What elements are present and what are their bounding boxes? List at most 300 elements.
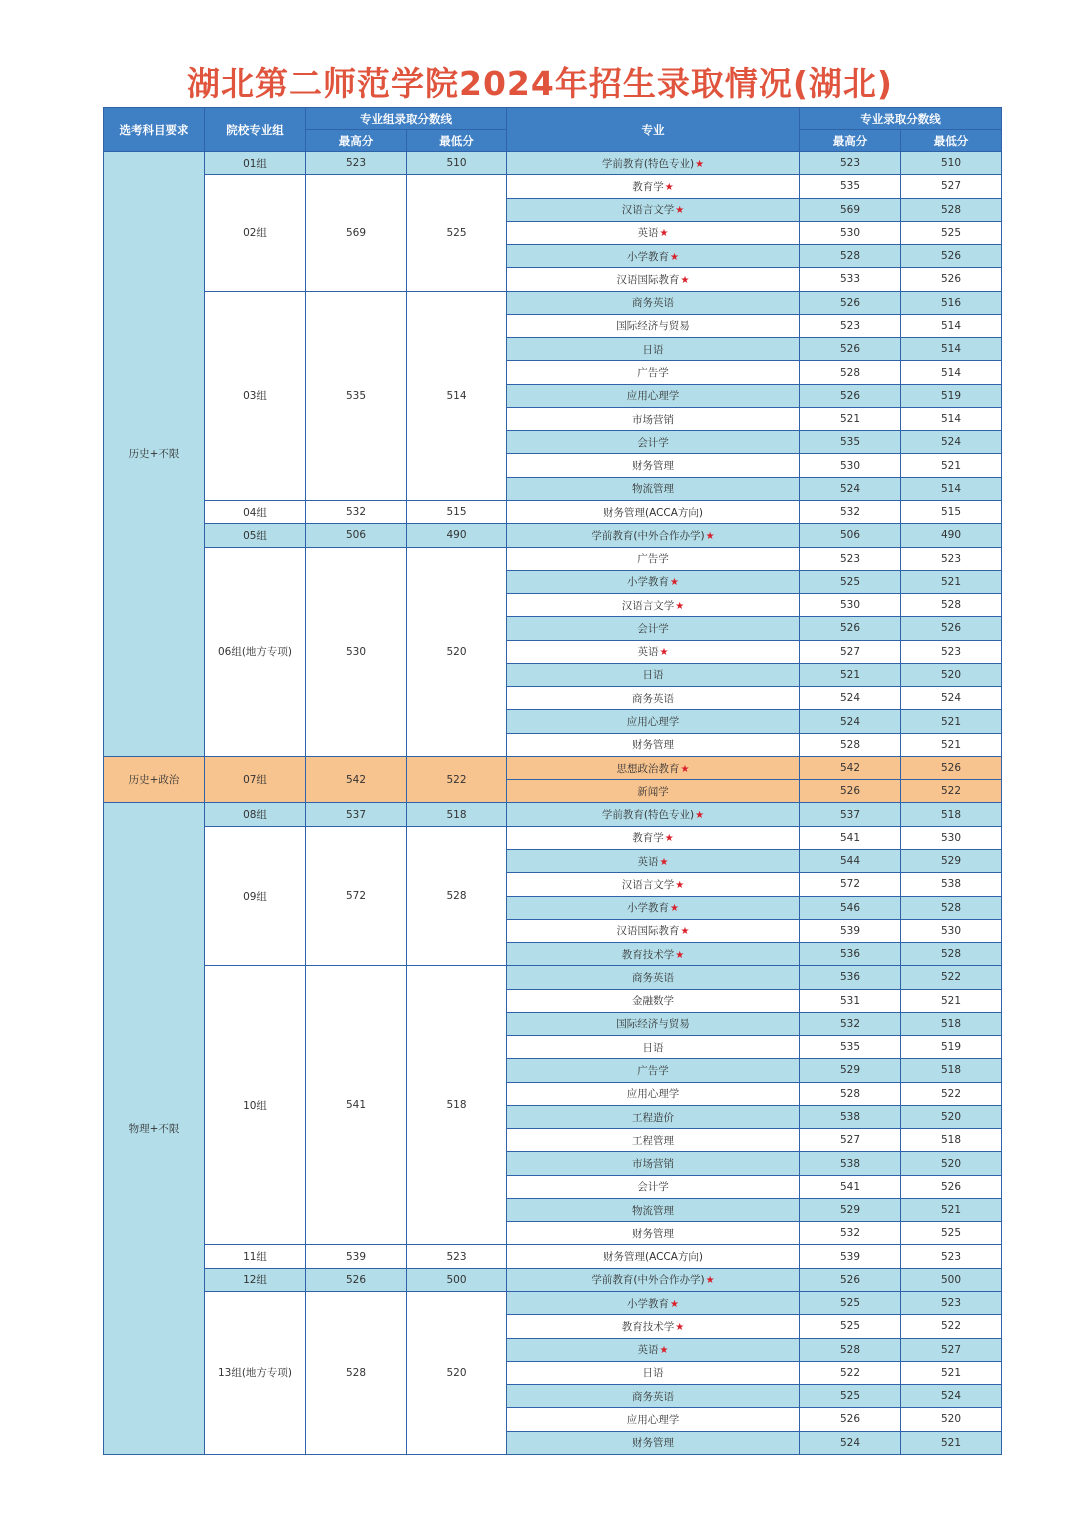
major-name-cell	[507, 314, 800, 337]
major-name-cell	[507, 780, 800, 803]
major-name: 教育技术学	[621, 948, 675, 961]
group-min-score: 514	[407, 291, 507, 500]
major-max-score: 523	[800, 314, 901, 337]
major-max-score: 525	[800, 1385, 901, 1408]
major-name: 商务英语	[632, 297, 674, 310]
major-max-score: 524	[800, 477, 901, 500]
major-name: 汉语国际教育	[616, 273, 680, 286]
major-name: 财务管理	[632, 739, 674, 752]
group-max-score: 539	[306, 1245, 407, 1268]
major-name: 应用心理学	[626, 1413, 680, 1426]
major-name: 教育技术学	[621, 1320, 675, 1333]
major-max-score: 528	[800, 1082, 901, 1105]
major-max-score: 526	[800, 1408, 901, 1431]
major-name-cell	[507, 1385, 800, 1408]
star-icon: ★	[705, 1275, 715, 1287]
major-min-score: 520	[901, 1105, 1002, 1128]
major-name-cell	[507, 245, 800, 268]
header-major: 专业	[507, 108, 800, 152]
major-name: 应用心理学	[626, 1088, 680, 1101]
major-name-cell	[507, 756, 800, 779]
major-min-score: 523	[901, 1245, 1002, 1268]
major-name-cell	[507, 175, 800, 198]
major-name: 小学教育	[627, 250, 670, 263]
major-name: 广告学	[637, 367, 669, 380]
major-min-score: 521	[901, 570, 1002, 593]
major-min-score: 514	[901, 477, 1002, 500]
major-name: 英语	[637, 227, 659, 240]
major-name-cell	[507, 943, 800, 966]
major-max-score: 544	[800, 849, 901, 872]
major-max-score: 525	[800, 570, 901, 593]
major-name: 学前教育(特色专业)	[601, 157, 695, 170]
major-max-score: 532	[800, 500, 901, 523]
star-icon: ★	[695, 810, 705, 822]
major-name: 应用心理学	[626, 716, 680, 728]
header-major-max: 最高分	[800, 130, 901, 152]
table-row	[104, 152, 1002, 175]
table-row	[104, 1245, 1002, 1268]
major-name-cell	[507, 1338, 800, 1361]
major-min-score: 526	[901, 756, 1002, 779]
header-group-scores: 专业组录取分数线	[306, 108, 507, 130]
subject-requirement-cell: 历史+不限	[104, 152, 205, 757]
major-min-score: 526	[901, 1175, 1002, 1198]
group-max-score: 537	[306, 803, 407, 826]
major-min-score: 516	[901, 291, 1002, 314]
group-min-score: 528	[407, 826, 507, 966]
group-max-score: 542	[306, 756, 407, 803]
major-min-score: 514	[901, 361, 1002, 384]
major-min-score: 524	[901, 431, 1002, 454]
major-name: 会计学	[637, 436, 669, 449]
major-name: 日语	[642, 669, 664, 682]
star-icon: ★	[659, 1345, 669, 1357]
major-name-cell	[507, 1268, 800, 1291]
table-row	[104, 524, 1002, 547]
major-max-score: 569	[800, 198, 901, 221]
major-name-cell	[507, 477, 800, 500]
major-max-score: 531	[800, 989, 901, 1012]
major-max-score: 521	[800, 407, 901, 430]
major-min-score: 514	[901, 407, 1002, 430]
major-min-score: 530	[901, 919, 1002, 942]
star-icon: ★	[675, 600, 685, 612]
star-icon: ★	[675, 879, 685, 891]
major-name: 财务管理	[632, 1437, 674, 1450]
major-name: 英语	[637, 646, 659, 659]
group-min-score: 523	[407, 1245, 507, 1268]
major-name: 英语	[637, 855, 659, 868]
major-min-score: 528	[901, 943, 1002, 966]
major-min-score: 522	[901, 1315, 1002, 1338]
major-name: 财务管理(ACCA方向)	[602, 1251, 704, 1264]
major-min-score: 523	[901, 547, 1002, 570]
major-name-cell	[507, 291, 800, 314]
major-name-cell	[507, 500, 800, 523]
major-min-score: 514	[901, 338, 1002, 361]
major-min-score: 521	[901, 989, 1002, 1012]
major-name: 汉语言文学	[621, 878, 675, 891]
major-min-score: 521	[901, 1431, 1002, 1454]
major-min-score: 518	[901, 1059, 1002, 1082]
header-group: 院校专业组	[205, 108, 306, 152]
star-icon: ★	[675, 949, 685, 961]
major-name-cell	[507, 1245, 800, 1268]
major-name-cell	[507, 594, 800, 617]
major-min-score: 514	[901, 314, 1002, 337]
major-max-score: 541	[800, 1175, 901, 1198]
major-max-score: 526	[800, 384, 901, 407]
group-name-cell: 07组	[205, 756, 306, 803]
major-min-score: 529	[901, 849, 1002, 872]
major-min-score: 526	[901, 617, 1002, 640]
major-name-cell	[507, 547, 800, 570]
major-name-cell	[507, 268, 800, 291]
table-body	[104, 152, 1002, 1455]
header-major-scores: 专业录取分数线	[800, 108, 1002, 130]
major-name-cell	[507, 1152, 800, 1175]
major-max-score: 537	[800, 803, 901, 826]
major-name-cell	[507, 966, 800, 989]
major-name: 物流管理	[632, 1204, 674, 1217]
major-name-cell	[507, 663, 800, 686]
major-min-score: 521	[901, 1361, 1002, 1384]
major-max-score: 526	[800, 291, 901, 314]
major-min-score: 490	[901, 524, 1002, 547]
major-max-score: 528	[800, 245, 901, 268]
major-max-score: 538	[800, 1105, 901, 1128]
major-name: 广告学	[637, 553, 669, 566]
major-min-score: 530	[901, 826, 1002, 849]
major-name: 汉语言文学	[621, 599, 675, 612]
group-min-score: 490	[407, 524, 507, 547]
group-min-score: 518	[407, 803, 507, 826]
major-name: 会计学	[637, 1181, 669, 1194]
star-icon: ★	[675, 1321, 685, 1333]
major-max-score: 529	[800, 1198, 901, 1221]
major-max-score: 536	[800, 966, 901, 989]
major-max-score: 572	[800, 873, 901, 896]
major-max-score: 526	[800, 1268, 901, 1291]
major-max-score: 536	[800, 943, 901, 966]
major-name-cell	[507, 919, 800, 942]
major-name: 小学教育	[627, 902, 670, 915]
group-name-cell: 04组	[205, 500, 306, 523]
major-name-cell	[507, 570, 800, 593]
major-name-cell	[507, 431, 800, 454]
major-min-score: 518	[901, 803, 1002, 826]
major-max-score: 522	[800, 1361, 901, 1384]
major-min-score: 519	[901, 1036, 1002, 1059]
major-min-score: 528	[901, 198, 1002, 221]
major-max-score: 546	[800, 896, 901, 919]
major-max-score: 535	[800, 175, 901, 198]
major-name-cell	[507, 221, 800, 244]
group-name-cell: 08组	[205, 803, 306, 826]
table-row	[104, 291, 1002, 314]
major-name-cell	[507, 849, 800, 872]
major-min-score: 524	[901, 1385, 1002, 1408]
major-max-score: 524	[800, 687, 901, 710]
major-name: 教育学	[632, 832, 664, 845]
major-name-cell	[507, 733, 800, 756]
star-icon: ★	[680, 926, 690, 938]
major-name-cell	[507, 1082, 800, 1105]
star-icon: ★	[680, 763, 690, 775]
header-group-min: 最低分	[407, 130, 507, 152]
group-name-cell: 09组	[205, 826, 306, 966]
major-min-score: 521	[901, 733, 1002, 756]
major-name-cell	[507, 1036, 800, 1059]
major-name-cell	[507, 407, 800, 430]
subject-requirement-cell: 历史+政治	[104, 756, 205, 803]
major-min-score: 526	[901, 245, 1002, 268]
major-min-score: 521	[901, 710, 1002, 733]
major-max-score: 525	[800, 1315, 901, 1338]
star-icon: ★	[659, 856, 669, 868]
subject-requirement-cell: 物理+不限	[104, 803, 205, 1454]
major-name: 财务管理(ACCA方向)	[602, 506, 704, 519]
major-max-score: 532	[800, 1012, 901, 1035]
major-name: 学前教育(中外合作办学)	[591, 529, 705, 542]
star-icon: ★	[695, 158, 705, 170]
table-row	[104, 966, 1002, 989]
star-icon: ★	[705, 530, 715, 542]
major-min-score: 528	[901, 896, 1002, 919]
major-max-score: 506	[800, 524, 901, 547]
group-min-score: 525	[407, 175, 507, 291]
major-name-cell	[507, 1059, 800, 1082]
major-max-score: 535	[800, 431, 901, 454]
major-name-cell	[507, 454, 800, 477]
major-max-score: 530	[800, 221, 901, 244]
major-name: 市场营销	[632, 1158, 674, 1171]
major-name: 小学教育	[627, 576, 670, 589]
major-min-score: 519	[901, 384, 1002, 407]
major-name: 物流管理	[632, 483, 674, 496]
major-name: 新闻学	[637, 785, 669, 798]
major-min-score: 518	[901, 1012, 1002, 1035]
star-icon: ★	[670, 903, 679, 915]
major-min-score: 526	[901, 268, 1002, 291]
major-max-score: 526	[800, 338, 901, 361]
major-name: 日语	[642, 343, 664, 356]
major-name-cell	[507, 1222, 800, 1245]
major-name: 学前教育(中外合作办学)	[591, 1274, 705, 1287]
major-max-score: 538	[800, 1152, 901, 1175]
major-name: 英语	[637, 1344, 659, 1357]
table-row	[104, 175, 1002, 198]
major-name-cell	[507, 1175, 800, 1198]
group-name-cell: 06组(地方专项)	[205, 547, 306, 756]
major-max-score: 521	[800, 663, 901, 686]
major-name-cell	[507, 1431, 800, 1454]
major-min-score: 515	[901, 500, 1002, 523]
major-name-cell	[507, 524, 800, 547]
major-name: 工程管理	[632, 1134, 674, 1147]
major-name-cell	[507, 826, 800, 849]
major-max-score: 541	[800, 826, 901, 849]
major-name-cell	[507, 361, 800, 384]
group-min-score: 520	[407, 1292, 507, 1455]
major-max-score: 528	[800, 361, 901, 384]
group-min-score: 500	[407, 1268, 507, 1291]
admission-table	[103, 107, 1002, 1455]
major-name-cell	[507, 1129, 800, 1152]
major-min-score: 520	[901, 1408, 1002, 1431]
major-name: 商务英语	[632, 692, 674, 705]
group-min-score: 522	[407, 756, 507, 803]
major-min-score: 525	[901, 1222, 1002, 1245]
major-max-score: 528	[800, 1338, 901, 1361]
major-min-score: 538	[901, 873, 1002, 896]
group-name-cell: 03组	[205, 291, 306, 500]
major-max-score: 526	[800, 780, 901, 803]
group-name-cell: 10组	[205, 966, 306, 1245]
star-icon: ★	[664, 181, 674, 193]
major-name-cell	[507, 1408, 800, 1431]
major-max-score: 527	[800, 640, 901, 663]
major-min-score: 520	[901, 1152, 1002, 1175]
major-max-score: 528	[800, 733, 901, 756]
major-name-cell	[507, 873, 800, 896]
major-name-cell	[507, 710, 800, 733]
major-name: 国际经济与贸易	[616, 1018, 690, 1031]
group-min-score: 510	[407, 152, 507, 175]
major-max-score: 539	[800, 1245, 901, 1268]
group-max-score: 523	[306, 152, 407, 175]
major-min-score: 524	[901, 687, 1002, 710]
major-max-score: 523	[800, 547, 901, 570]
star-icon: ★	[675, 205, 685, 217]
star-icon: ★	[659, 228, 669, 240]
major-max-score: 529	[800, 1059, 901, 1082]
major-max-score: 526	[800, 617, 901, 640]
table-row	[104, 500, 1002, 523]
major-name-cell	[507, 384, 800, 407]
star-icon: ★	[659, 647, 669, 659]
major-name: 教育学	[632, 180, 664, 193]
major-min-score: 528	[901, 594, 1002, 617]
group-max-score: 532	[306, 500, 407, 523]
major-min-score: 521	[901, 454, 1002, 477]
major-min-score: 510	[901, 152, 1002, 175]
major-name: 金融数学	[632, 995, 674, 1008]
major-name-cell	[507, 617, 800, 640]
major-name-cell	[507, 1012, 800, 1035]
table-row	[104, 1292, 1002, 1315]
major-name-cell	[507, 1315, 800, 1338]
major-name: 广告学	[637, 1064, 669, 1077]
table-row	[104, 1268, 1002, 1291]
star-icon: ★	[670, 577, 679, 589]
major-max-score: 539	[800, 919, 901, 942]
group-max-score: 569	[306, 175, 407, 291]
group-name-cell: 13组(地方专项)	[205, 1292, 306, 1455]
major-name: 汉语国际教育	[616, 925, 680, 938]
major-max-score: 530	[800, 454, 901, 477]
major-name: 财务管理	[632, 1227, 674, 1240]
major-name: 市场营销	[632, 413, 674, 426]
group-min-score: 518	[407, 966, 507, 1245]
group-min-score: 515	[407, 500, 507, 523]
group-max-score: 506	[306, 524, 407, 547]
major-name-cell	[507, 896, 800, 919]
major-max-score: 524	[800, 1431, 901, 1454]
major-min-score: 523	[901, 640, 1002, 663]
major-name: 日语	[642, 1041, 664, 1054]
major-max-score: 527	[800, 1129, 901, 1152]
major-max-score: 532	[800, 1222, 901, 1245]
table-row	[104, 803, 1002, 826]
group-min-score: 520	[407, 547, 507, 756]
group-name-cell: 11组	[205, 1245, 306, 1268]
table-row	[104, 547, 1002, 570]
major-max-score: 530	[800, 594, 901, 617]
major-name: 工程造价	[632, 1111, 674, 1124]
major-min-score: 525	[901, 221, 1002, 244]
major-max-score: 524	[800, 710, 901, 733]
group-max-score: 541	[306, 966, 407, 1245]
group-name-cell: 05组	[205, 524, 306, 547]
table-header	[104, 108, 1002, 152]
major-max-score: 535	[800, 1036, 901, 1059]
major-min-score: 521	[901, 1198, 1002, 1221]
major-min-score: 520	[901, 663, 1002, 686]
star-icon: ★	[664, 833, 674, 845]
major-min-score: 522	[901, 1082, 1002, 1105]
major-name-cell	[507, 1105, 800, 1128]
major-name-cell	[507, 1292, 800, 1315]
major-min-score: 500	[901, 1268, 1002, 1291]
major-name: 商务英语	[632, 1390, 674, 1403]
major-name: 财务管理	[632, 460, 674, 473]
major-min-score: 518	[901, 1129, 1002, 1152]
group-name-cell: 01组	[205, 152, 306, 175]
star-icon: ★	[670, 251, 679, 263]
major-name: 会计学	[637, 622, 669, 635]
table-row	[104, 756, 1002, 779]
group-max-score: 535	[306, 291, 407, 500]
major-name-cell	[507, 338, 800, 361]
major-name: 国际经济与贸易	[616, 320, 690, 333]
group-max-score: 528	[306, 1292, 407, 1455]
major-max-score: 533	[800, 268, 901, 291]
major-min-score: 527	[901, 175, 1002, 198]
major-name: 汉语言文学	[621, 204, 675, 217]
major-min-score: 522	[901, 780, 1002, 803]
major-max-score: 525	[800, 1292, 901, 1315]
page-title: 湖北第二师范学院2024年招生录取情况(湖北)	[186, 64, 893, 103]
group-max-score: 572	[306, 826, 407, 966]
major-name-cell	[507, 152, 800, 175]
star-icon: ★	[680, 274, 690, 286]
major-name-cell	[507, 803, 800, 826]
major-max-score: 523	[800, 152, 901, 175]
major-name-cell	[507, 198, 800, 221]
major-min-score: 527	[901, 1338, 1002, 1361]
major-name-cell	[507, 1361, 800, 1384]
major-name: 小学教育	[627, 1297, 670, 1310]
major-min-score: 522	[901, 966, 1002, 989]
major-max-score: 542	[800, 756, 901, 779]
group-max-score: 526	[306, 1268, 407, 1291]
group-name-cell: 02组	[205, 175, 306, 291]
major-name: 思想政治教育	[616, 762, 680, 775]
major-name: 应用心理学	[626, 390, 680, 403]
header-group-max: 最高分	[306, 130, 407, 152]
